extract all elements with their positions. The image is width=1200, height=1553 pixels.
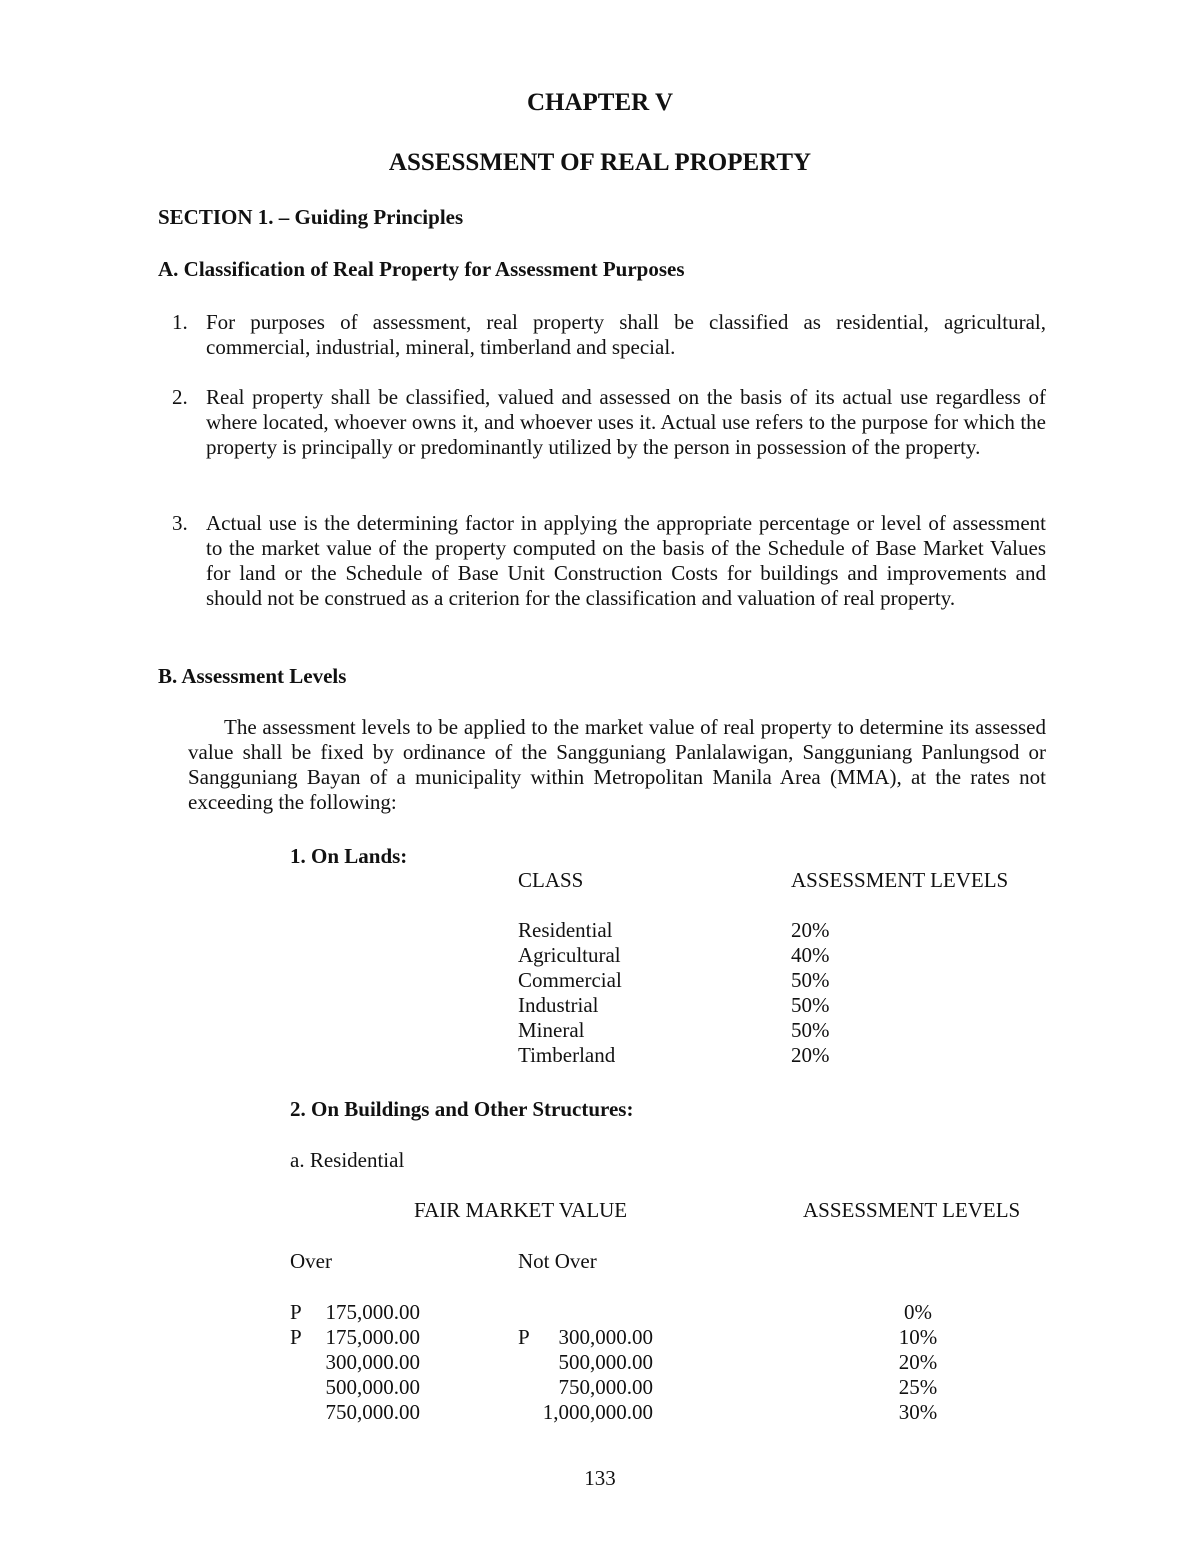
table-cell-class: Industrial [518, 993, 599, 1017]
table-cell-level: 40% [791, 943, 830, 967]
buildings-col-levels: ASSESSMENT LEVELS [803, 1198, 1021, 1222]
list-item-number: 1. [172, 310, 188, 334]
chapter-title: ASSESSMENT OF REAL PROPERTY [388, 149, 812, 176]
table-cell-over: 175,000.00 [325, 1300, 420, 1324]
table-cell-class: Commercial [518, 968, 622, 992]
currency-symbol: P [290, 1300, 302, 1324]
table-cell-not-over: 1,000,000.00 [542, 1400, 653, 1424]
table-cell-over: 300,000.00 [325, 1350, 420, 1374]
table-cell-level: 0% [904, 1300, 932, 1324]
table-cell-level: 20% [791, 1043, 830, 1067]
table-cell-level: 50% [791, 968, 830, 992]
buildings-subheading: a. Residential [290, 1148, 405, 1172]
table-cell-class: Mineral [518, 1018, 585, 1042]
subsection-b-heading: B. Assessment Levels [158, 664, 347, 688]
list-item-text: Actual use is the determining factor in applying the appropriate percentage or level of assessment to the market value of the property computed on the basis of the Schedule of Base Market Values for land or the Schedule of Base Unit Construction Costs for buildings and improvements and should not be construed as a criterion for the classification and valuation of real property. [206, 511, 1046, 610]
table-cell-class: Agricultural [518, 943, 621, 967]
lands-col-class: CLASS [518, 868, 584, 892]
buildings-col-over: Over [290, 1249, 332, 1273]
buildings-col-not-over: Not Over [518, 1249, 597, 1273]
table-cell-level: 30% [898, 1400, 938, 1424]
page-number: 133 [584, 1466, 616, 1490]
assessment-levels-paragraph: The assessment levels to be applied to the market value of real property to determine its assessed value shall be fixed by ordinance of the Sangguniang Panlalawigan, Sangguniang Panlungsod or Sangguniang Bayan of a municipality within Metropolitan Manila Area (MMA), at the rates not exceeding the following: [188, 715, 1046, 814]
table-cell-level: 50% [791, 993, 830, 1017]
subsection-a-heading: A. Classification of Real Property for Assessment Purposes [158, 257, 685, 281]
list-item-text: Real property shall be classified, valued and assessed on the basis of its actual use regardless of where located, whoever owns it, and whoever uses it. Actual use refers to the purpose for which the property is principally or predominantly utilized by the person in possession of the property. [206, 385, 1046, 459]
buildings-col-fmv: FAIR MARKET VALUE [414, 1198, 628, 1222]
table-cell-level: 20% [898, 1350, 938, 1374]
list-item-number: 3. [172, 511, 188, 535]
table-cell-level: 20% [791, 918, 830, 942]
table-cell-level: 50% [791, 1018, 830, 1042]
table-cell-level: 25% [898, 1375, 938, 1399]
table-cell-over: 500,000.00 [325, 1375, 420, 1399]
table-cell-class: Residential [518, 918, 613, 942]
table-cell-not-over: 500,000.00 [558, 1350, 653, 1374]
currency-symbol: P [290, 1325, 302, 1349]
list-item-number: 2. [172, 385, 188, 409]
chapter-heading: CHAPTER V [526, 89, 674, 116]
table-cell-over: 750,000.00 [325, 1400, 420, 1424]
lands-heading: 1. On Lands: [290, 844, 408, 868]
table-cell-not-over: 750,000.00 [558, 1375, 653, 1399]
table-cell-not-over: 300,000.00 [558, 1325, 653, 1349]
table-cell-level: 10% [898, 1325, 938, 1349]
currency-symbol: P [518, 1325, 530, 1349]
table-cell-over: 175,000.00 [325, 1325, 420, 1349]
section-heading: SECTION 1. – Guiding Principles [158, 205, 464, 229]
lands-col-levels: ASSESSMENT LEVELS [791, 868, 1009, 892]
list-item-text: For purposes of assessment, real property shall be classified as residential, agricultural, commercial, industrial, mineral, timberland and special. [206, 310, 1046, 359]
table-cell-class: Timberland [518, 1043, 616, 1067]
buildings-heading: 2. On Buildings and Other Structures: [290, 1097, 634, 1121]
